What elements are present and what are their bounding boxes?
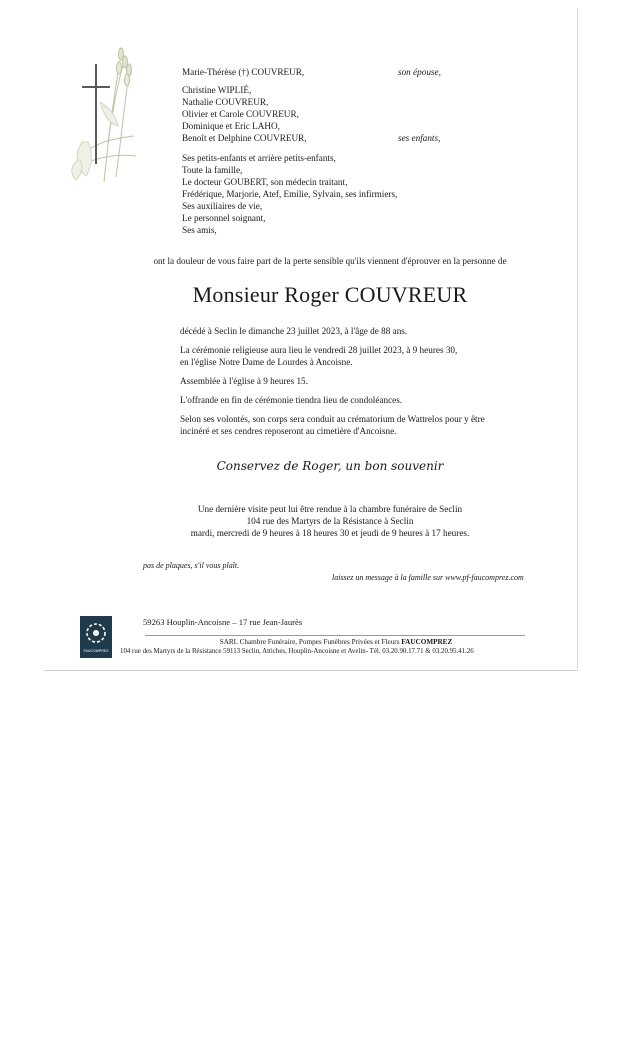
- announcement-line: ont la douleur de vous faire part de la perte sensible qu'ils viennent d'éprouver en la personne de: [153, 256, 507, 266]
- family-member-1: Marie-Thérèse (†) COUVREUR,: [182, 67, 305, 77]
- death-details: décédé à Seclin le dimanche 23 juillet 2023, à l'âge de 88 ans.: [180, 326, 408, 336]
- star-emblem-icon: [80, 618, 112, 650]
- wishes-line-2: incinéré et ses cendres reposeront au cimetière d'Ancoisne.: [180, 426, 397, 436]
- others-line-1: Ses petits-enfants et arrière petits-enfants,: [182, 153, 336, 163]
- others-line-6: Le personnel soignant,: [182, 213, 266, 223]
- family-member-2: Christine WIPLIÉ,: [182, 85, 252, 95]
- visit-line-1: Une dernière visite peut lui être rendue à la chambre funéraire de Seclin: [197, 504, 463, 514]
- sheet-edge-bottom: [44, 670, 578, 671]
- others-line-7: Ses amis,: [182, 225, 217, 235]
- family-member-5: Dominique et Eric LAHO,: [182, 121, 280, 131]
- no-plaques-note: pas de plaques, s'il vous plaît.: [143, 561, 240, 570]
- family-member-6: Benoît et Delphine COUVREUR,: [182, 133, 307, 143]
- family-address: 59263 Houplin-Ancoisne – 17 rue Jean-Jaurès: [143, 617, 303, 627]
- footer-company-prefix: SARL Chambre Funéraire, Pompes Funèbres Privées et Fleurs: [219, 638, 400, 646]
- wishes-line-1: Selon ses volontés, son corps sera conduit au crématorium de Wattrelos pour y être: [180, 414, 485, 424]
- footer-address: 104 rue des Martyrs de la Résistance 59113 Seclin, Attiches, Houplin-Ancoisne et Avelin- Tél. 03.20.90.17.71 & 03.20.95.41.26: [120, 648, 474, 655]
- others-line-2: Toute la famille,: [182, 165, 243, 175]
- others-line-4: Frédérique, Marjorie, Atef, Emilie, Sylvain, ses infirmiers,: [182, 189, 398, 199]
- family-member-3: Nathalie COUVREUR,: [182, 97, 269, 107]
- online-message-note: laissez un message à la famille sur www.pf-faucomprez.com: [332, 573, 524, 582]
- visit-line-3: mardi, mercredi de 9 heures à 18 heures 30 et jeudi de 9 heures à 17 heures.: [190, 528, 470, 538]
- family-role-children: ses enfants,: [398, 133, 441, 143]
- footer-divider: [145, 635, 525, 636]
- visit-line-2: 104 rue des Martyrs de la Résistance à Seclin: [246, 516, 414, 526]
- others-line-3: Le docteur GOUBERT, son médecin traitant,: [182, 177, 348, 187]
- assembly-line: Assemblée à l'église à 9 heures 15.: [180, 376, 308, 386]
- family-role-spouse: son épouse,: [398, 67, 441, 77]
- cross-wheat-decoration: [64, 42, 142, 192]
- funeral-home-logo: [80, 616, 112, 658]
- remembrance-line: Conservez de Roger, un bon souvenir: [216, 459, 444, 473]
- deceased-name: Monsieur Roger COUVREUR: [192, 282, 468, 307]
- offering-line: L'offrande en fin de cérémonie tiendra lieu de condoléances.: [180, 395, 403, 405]
- ceremony-line-2: en l'église Notre Dame de Lourdes à Ancoisne.: [180, 357, 353, 367]
- logo-text: FAUCOMPREZ: [83, 649, 109, 653]
- ceremony-line-1: La cérémonie religieuse aura lieu le vendredi 28 juillet 2023, à 9 heures 30,: [180, 345, 458, 355]
- footer-company-name: FAUCOMPREZ: [401, 638, 453, 646]
- family-member-4: Olivier et Carole COUVREUR,: [182, 109, 299, 119]
- sheet-edge: [577, 8, 578, 668]
- lily-icon: [72, 102, 118, 180]
- footer-company: [120, 637, 552, 647]
- others-line-5: Ses auxiliaires de vie,: [182, 201, 263, 211]
